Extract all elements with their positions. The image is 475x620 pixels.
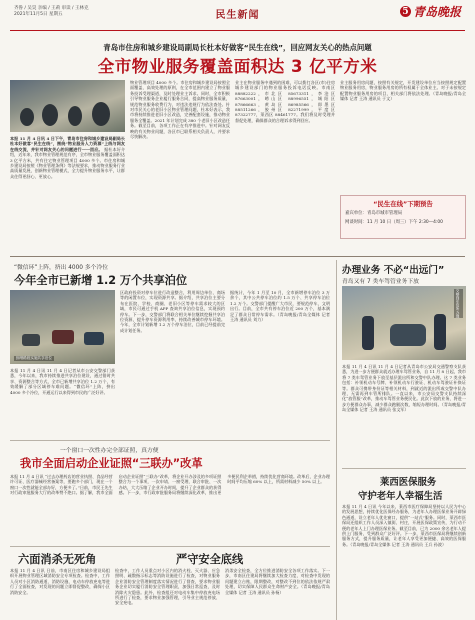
lead-col-2: 物业管理项目 4000 多个。市住房和城乡建设局按照全面覆盖、高效处理的原则，在全市范围内建立了物业服务投诉受理渠道，及时处理业主诉求。同时，全市积极引导物业服务企业履行服务合同，提高物业服务质量，规范物业服务收费行为，对违法违规行为依法查处。针对市民关心的老旧小区物业管理问题，杜本好表示，我市将持续推进老旧小区改造，完善配套设施，推动物业服务全覆盖。2021 年计划完成 380 个老旧小区改造任务。截至目前，各项工作正在有序推进中。针对网友反映的有关物业问题，各区市已联系相关负责人，并要求尽快解决。 <box>130 80 230 140</box>
hotline-time: 网谈时间：11 月 10 日（周三）下午 2:30—4:00 <box>345 219 443 225</box>
certificate-text: 本报 11 月 4 日讯 “过去办理药店的营业执照、食品经营许可证、医疗器械经营备案等，要跑多个部门，现在一个窗口一次性就能全部办好，方便多了。”日前，市民王先生对行政审批服务大厅的改革赞不绝口。据了解，我市全面启动企业证照“三联办”改革，将企业开办涉及的多项证照整合为一个事项，一次申请、一窗受理、联合审批、一次办结，大大压缩了企业开办时间，提升了企业群众的获得感。下一步，市行政审批服务局将继续深化改革，推出更多便民利企举措，持续优化营商环境。改革后，企业办理时间平均压缩 60% 以上，所需材料减少 50% 以上。 <box>10 474 330 496</box>
certificate-divider <box>10 440 330 441</box>
hotline-box <box>340 195 466 239</box>
fire-divider <box>10 546 330 547</box>
lead-col-1 <box>10 136 125 254</box>
parking-photo-caption: 拥堵路段实施共享泊位 <box>16 356 52 360</box>
header-editors: 齐鲁 / 吴昊 亲编 / 王莉 审读 / 王林克 <box>14 6 89 11</box>
helper-divider <box>342 468 466 469</box>
parking-col-1: 本报 11 月 4 日讯 11 月 4 日记者从市公安交警部门获悉，今年以来，我市持续推进共享泊位建设，通过错时共享、资源整合等方式，全市已新增共享泊位 1.2 万个，有效缓解了部分区域停车难问题。“微信环”上阵，挤出 4000 多个冷位，开通运行以来得到市民的广泛好评。 <box>10 368 115 395</box>
section-divider <box>10 256 465 257</box>
certificate-kicker: 一个窗口一次性办完全部证照，真方便 <box>60 448 159 454</box>
lead-col-3: 业主在物业服务中遇到的困难，可以拨打各区(市)住房城乡建设部门的物业服务投诉电话反映。市南区 88882222，市北区 85673311，李沧区 87663001，崂山区 88996551，城阳区 87866663，黄岛区 86985566，即墨区 88511266，胶州区 82271999，平度区 87322777，莱西区 88461777。我们将及时受理并督促处理，确保群众的合理诉求得到回应。 <box>235 80 335 123</box>
hotline-title: “民生在线”下期预告 <box>373 200 433 208</box>
lead-col-4: 业主服务用房问题，按照有关规定，开发建设单位应当按照规定配置物业服务用房，物业服务用房的所有权属于全体业主。对于未按规定配置物业服务用房的项目，相关部门将依法处理。（青岛晚报/青岛全媒体 记者 王涛 通讯员 于文） <box>340 80 466 102</box>
fire-col-2: 检查中，工作人员重点对小区内的消火栓、灭火器、应急照明、疏散指示标志等消防设施进行了检查，对物业服务企业消防安全管理制度落实情况进行了督查，要求物业服务企业切实履行消防安全管理职责，加强日常巡查，及时消除火灾隐患。此外，检查组还对电动车集中停放充电场所进行了检查，要求物业加强管理，引导业主规范停放、安全充电。 <box>115 568 220 606</box>
lead-intro: 本报 11 月 4 日讯 4 日下午，青岛市住房和城乡建设局副局长杜本好做客“民生在线”，围绕“物业服务人力资源”上线与网友在线交流，并针对网友关心的问题进行一一回应。 <box>10 136 125 152</box>
fire-col-1: 本报 11 月 4 日讯 日前，市南区住房和城乡建设局组织开展物业管理区域消防安全专项检查。检查中，工作人员对小区消防通道、消防设施、电动车停放充电等进行了全面检查，对发现的问题立即督促整改，确保小区消防安全。 <box>10 568 110 595</box>
certificate-headline: 我市全面启动企业证照“三联办”改革 <box>20 457 203 470</box>
lead-text-1: 据杜本好介绍，近年来，我市物业管理规范有序，全市物业服务覆盖面积达 3 亿平方米，共有住宅物业管理项目 4000 多个。市住房和城乡建设局按照《物业管理条例》等法规要求，推动物业服务行业高质量发展，创新物业管理模式，全力提升物业服务水平，让群众住得更舒心、更放心。 <box>10 146 125 179</box>
header-date: 2021年11月5日 星期五 <box>14 12 63 17</box>
fire-col-3: 消杀安全检查，全方位推进消防安全各项工作落实。下一步，市南区住建局将继续加大检查力度，对检查中发现的问题建立台账，限期整改，对整改不到位的依法依规严肃处理，切实保障人民群众生命财产安全。（青岛晚报/青岛全媒体 记者 王涛 通讯员 孙杨） <box>225 568 330 595</box>
helper-headline: 守护老年人幸福生活 <box>358 491 443 502</box>
helper-kicker: 莱西医保服务 <box>380 477 437 488</box>
parking-headline: 今年全市已新增 1.2 万个共享泊位 <box>14 274 188 287</box>
vehicle-text: 本报 11 月 4 日讯 11 月 4 日记者从青岛市公安局交通警察支队获悉，为进一步方便群众就近办理车驾管业务，自 11 月 8 日起，我市将 7 类车驾管业务下放至基层派出所和交警中队办理。这 7 类业务包括：补领机动车号牌、补领机动车行驶证、机动车驾驶证补换证等。群众可携带身份证等相关材料，到就近的派出所或交警中队办理，无需再到车管所排队。一直以来，市公安局交警支队持续深化“放管服”改革，推动车驾管业务便民化。此次下放的业务，将进一步方便群众办事，减少群众跑腿次数，缩短办理时间。（青岛晚报/青岛全媒体 记者 王涛 通讯员 张文军） <box>342 364 466 413</box>
vehicle-photo-caption: 交警到车管所办理 <box>454 289 463 318</box>
vehicle-kicker: 办理业务 不必“出远门” <box>342 265 445 276</box>
vehicle-subhead: 青岛又有 7 类车驾管业务下放 <box>342 279 419 285</box>
parking-photo <box>10 290 115 364</box>
vehicle-photo <box>342 286 466 360</box>
page-header <box>0 0 475 34</box>
parking-kicker: “微信环”上阵，挤出 4000 多个冷位 <box>14 265 109 271</box>
header-rule <box>10 30 465 31</box>
lead-photo <box>10 80 125 132</box>
lead-headline: 全市物业服务覆盖面积达 3 亿平方米 <box>97 57 378 76</box>
hotline-unit: 嘉宾单位：青岛市城市管理局 <box>345 211 403 216</box>
helper-text: 本报 11 月 4 日讯 今年以来，莱西市医疗保障局坚持以人民为中心的发展思想，持续优化医保经办服务，为老年人办理医保业务开辟绿色通道，设立老年人优先窗口，提供“一站式”服务。同时，莱西市医保局还组织工作人员深入镇街、村庄，开展医保政策宣传，为行动不便的老年人上门办理医保业务。截至目前，已为 2000 余名老年人提供上门服务，受到群众广泛好评。下一步，莱西市医保局将继续创新服务方式，提升服务质量，让老年人享受更加便捷、高效的医保服务。（青岛晚报/青岛全媒体 记者 王涛 通讯员 王兵 孙波） <box>342 504 466 547</box>
masthead-logo <box>400 3 461 20</box>
lead-kicker: 青岛市住房和城乡建设局副局长杜本好做客“民生在线”，回应网友关心的热点问题 <box>103 43 372 52</box>
parking-col-3: 据统计，今年 1 月至 10 月，全市新增停车泊位 3 万余个，其中公共停车泊位约 1.5 万个、共享停车泊位 1.2 万个。交警部门提醒广大市民，要规范停车，文明出行。目前，全市共有停车泊位近 200 万个，基本满足了群众日常停车需求。（青岛晚报/青岛全媒体 记者 王涛 通讯员 刘力） <box>230 290 330 323</box>
fire-headline: 严守安全底线 <box>176 553 244 566</box>
logo-text: 青岛晚报 <box>412 5 461 19</box>
fire-kicker: 六面消杀无死角 <box>18 553 97 566</box>
column-divider <box>336 260 337 620</box>
section-title: 民生新闻 <box>215 10 260 21</box>
page-number: 5 <box>400 6 411 17</box>
parking-col-2: 区政府投资对停车位进行改造整合，利用周边单位、商场等的闲置车位，实现资源共享。据介绍，共享泊位主要分布在医院、学校、商圈、老旧小区等停车需求较大的区域，市民可通过手机 APP 查询共享泊位信息，实现预约停车。下一步，交警部门将联合相关单位继续挖掘共享泊位资源，提升停车资源利用率，持续改善城市停车环境。今年，全市计划新增 1.2 万个停车泊位，目前已经提前完成计划任务。 <box>120 290 225 333</box>
